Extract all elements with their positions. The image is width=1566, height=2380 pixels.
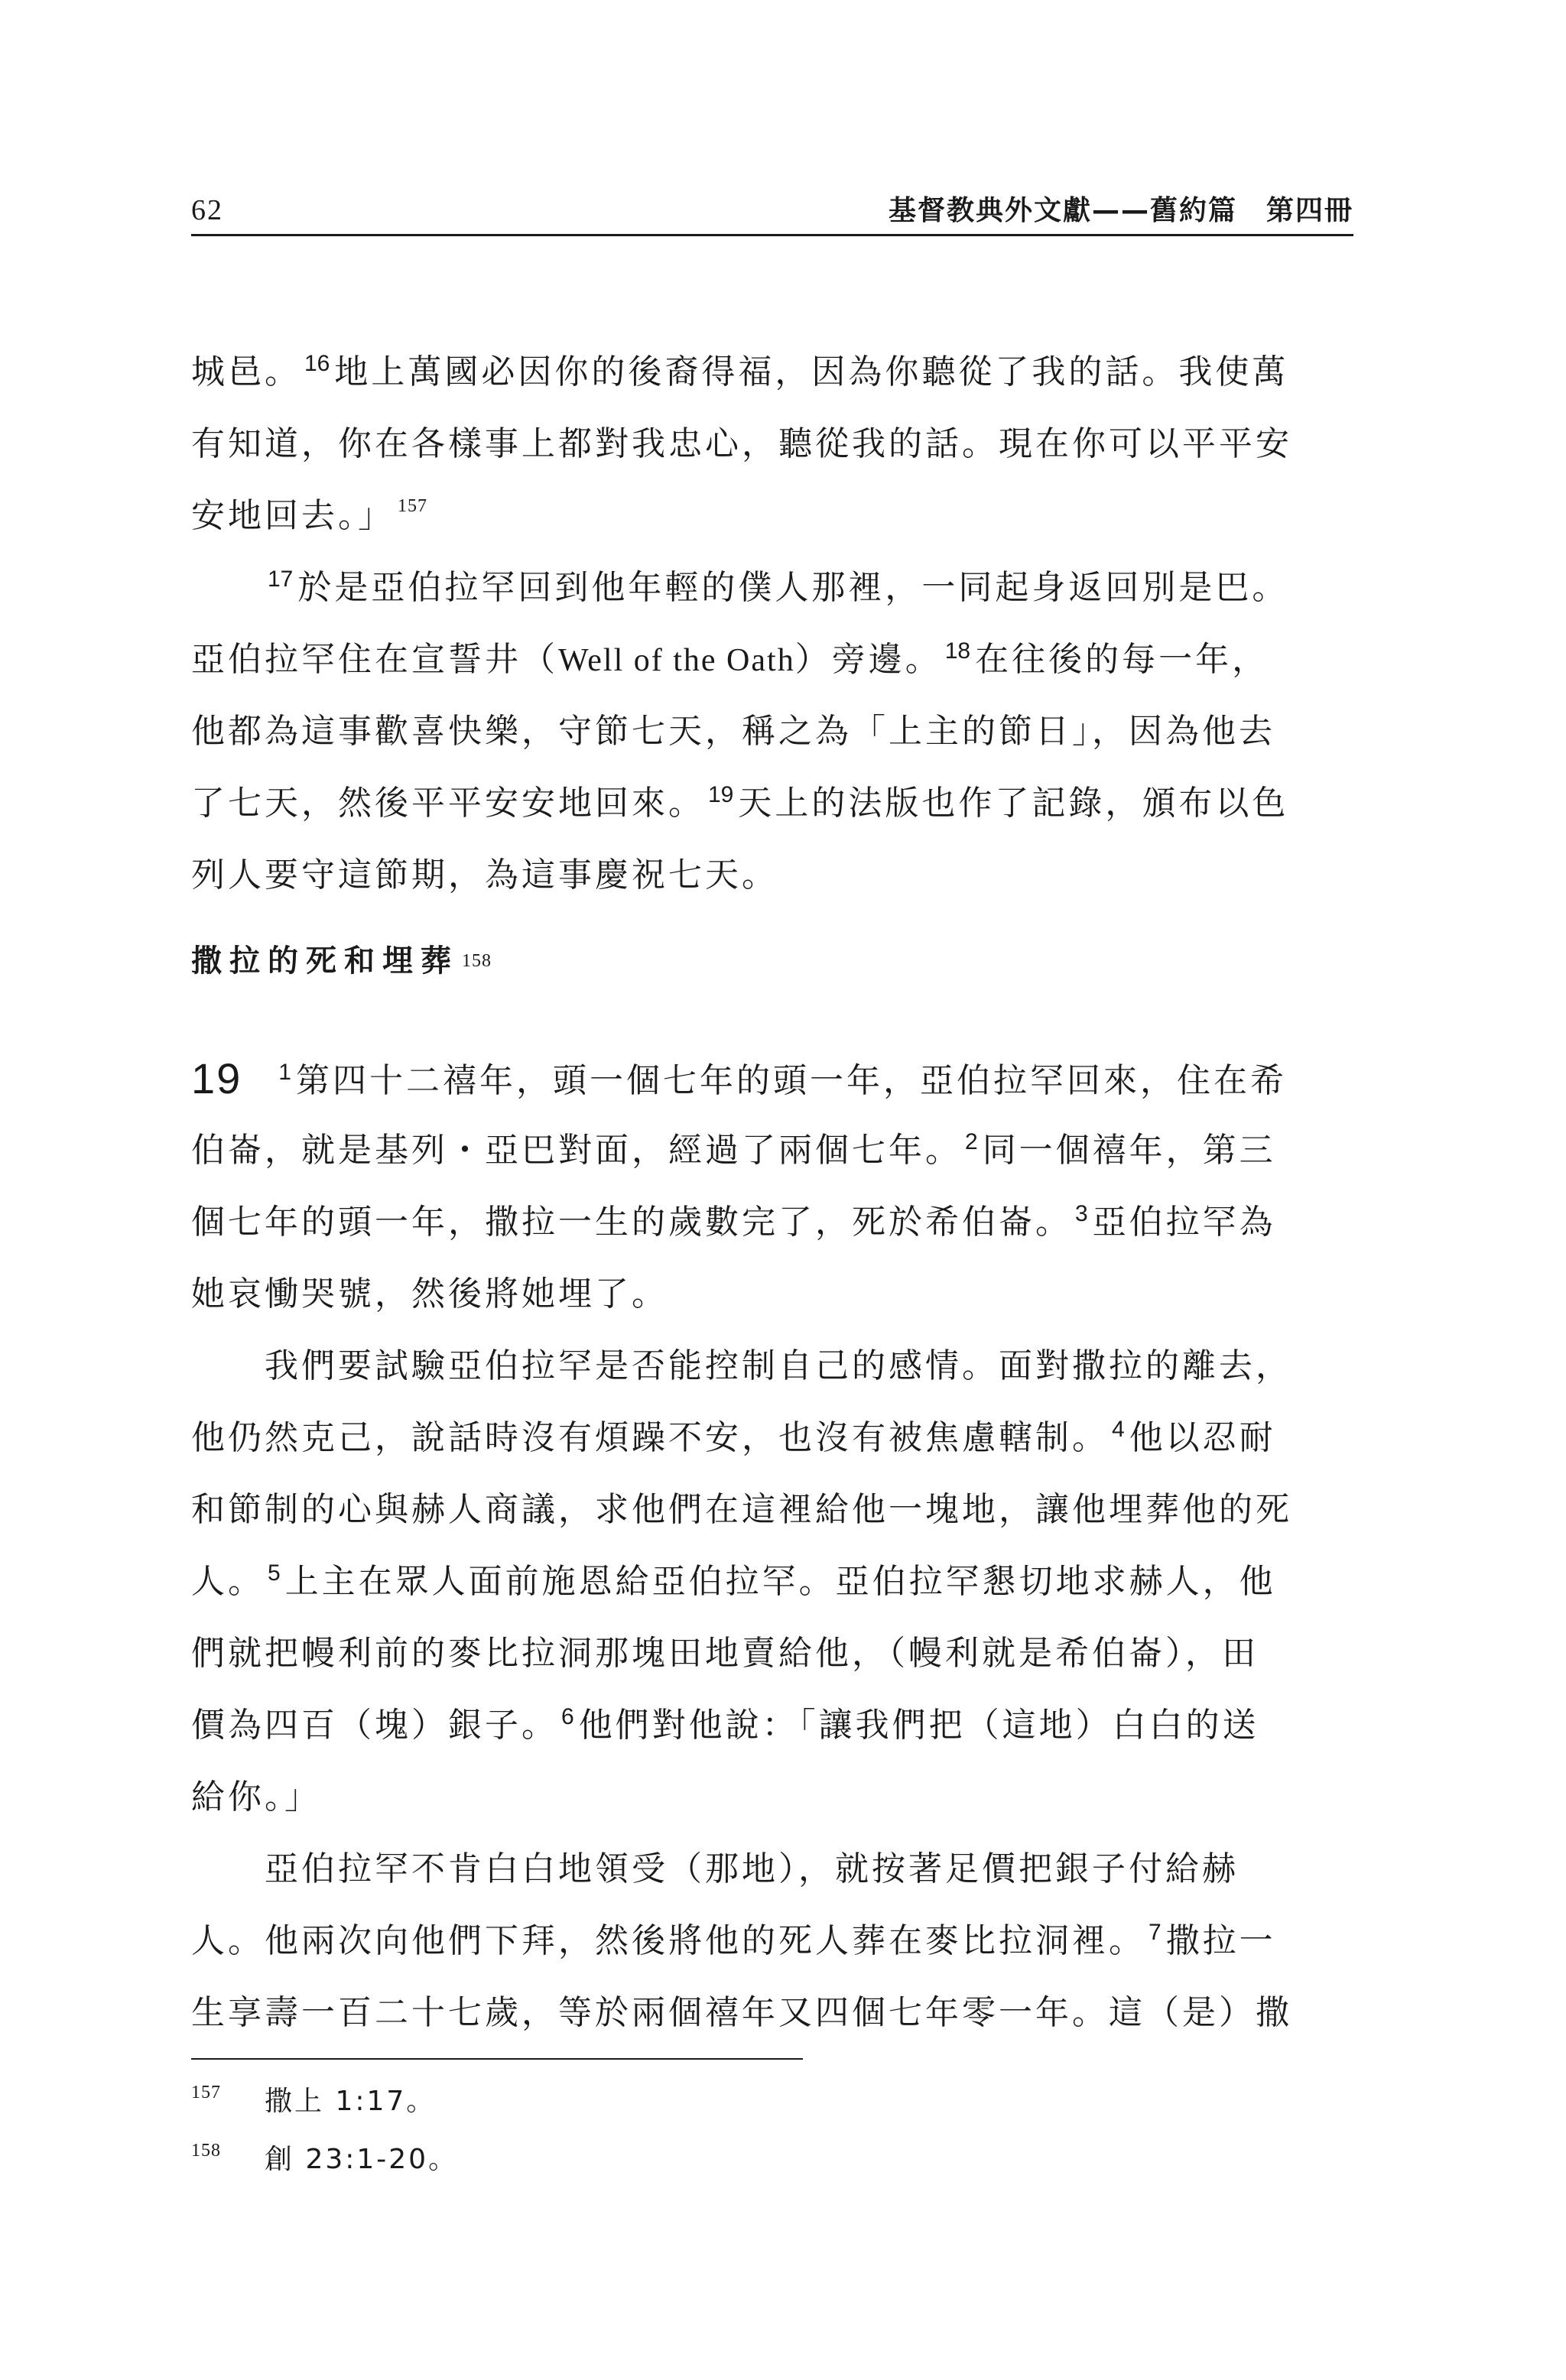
- text-line: 價為四百（塊）銀子。 $^6$ 他們對他說：「讓我們把（這地）白白的送: [191, 1704, 1259, 1745]
- paragraph-verses-17-19: [191, 552, 1353, 911]
- footnote-ref[interactable]: 158: [462, 951, 492, 971]
- page-number: 62: [191, 194, 223, 226]
- header-rule: [191, 234, 1353, 236]
- text-line: 們就把幔利前的麥比拉洞那塊田地賣給他，（幔利就是希伯崙），田: [191, 1634, 1259, 1673]
- paragraph-chapter-19: [191, 1043, 1353, 1330]
- verse-number: 19: [708, 782, 734, 807]
- paragraph-continued: [191, 336, 1353, 552]
- paragraph-commentary: [191, 1330, 1353, 1833]
- footnote-158: [191, 2138, 956, 2196]
- verse-number: 5: [268, 1560, 281, 1586]
- text-line: 亞伯拉罕不肯白白地領受（那地），就按著足價把銀子付給赫: [265, 1849, 1239, 1888]
- text-line: 城邑。 $^{16}$ 地上萬國必因你的後裔得福，因為你聽從了我的話。我使萬: [191, 351, 1289, 391]
- verse-number: 7: [1149, 1920, 1162, 1945]
- footnote-text: 創 23:1-20。: [265, 2144, 459, 2175]
- running-header: [191, 180, 1353, 233]
- text-line: 個七年的頭一年，撒拉一生的歲數完了，死於希伯崙。 $^3$ 亞伯拉罕為: [191, 1201, 1276, 1242]
- text-line: 人。他兩次向他們下拜，然後將他的死人葬在麥比拉洞裡。 $^7$ 撒拉一: [191, 1920, 1276, 1960]
- footnote-number: 158: [191, 2141, 221, 2161]
- text-line: 有知道，你在各樣事上都對我忠心，聽從我的話。現在你可以平平安: [191, 424, 1292, 463]
- text-line: 19 $^1$ 第四十二禧年，頭一個七年的頭一年，亞伯拉罕回來，住在希: [191, 1054, 1287, 1102]
- text-line: 安地回去。」 $^{157}$: [191, 496, 427, 535]
- text-line: 他仍然克己，說話時沒有煩躁不安，也沒有被焦慮轄制。 $^4$ 他以忍耐: [191, 1417, 1276, 1457]
- text-line: 列人要守這節期，為這事慶祝七天。: [191, 856, 778, 895]
- verse-number: 2: [965, 1129, 978, 1154]
- chapter-number: 19: [191, 1054, 242, 1102]
- footnote-text: 撒上 1:17。: [265, 2086, 437, 2117]
- paragraph-verses-7: [191, 1833, 1353, 2049]
- section-heading: 撒拉的死和埋葬 $^{158}$: [191, 943, 492, 979]
- text-line: 伯崙，就是基列・亞巴對面，經過了兩個七年。 $^2$ 同一個禧年，第三: [191, 1129, 1276, 1170]
- verse-number: 16: [304, 351, 330, 376]
- verse-number: 3: [1075, 1201, 1088, 1226]
- footnote-ref[interactable]: 157: [398, 496, 427, 516]
- text-line: 她哀慟哭號，然後將她埋了。: [191, 1274, 668, 1313]
- footnote-number: 157: [191, 2083, 221, 2102]
- verse-number: 1: [278, 1060, 291, 1085]
- text-line: 他都為這事歡喜快樂，守節七天，稱之為「上主的節日」，因為他去: [191, 712, 1275, 751]
- verse-number: 4: [1112, 1417, 1125, 1442]
- verse-number: 6: [561, 1704, 574, 1729]
- text-line: 亞伯拉罕住在宣誓井（Well of the Oath）旁邊。 $^{18}$ 在往後的每一年，: [191, 638, 1269, 679]
- text-line: 了七天，然後平平安安地回來。 $^{19}$ 天上的法版也作了記錄，頒布以色: [191, 782, 1289, 823]
- latin-term: Well of the Oath: [558, 643, 795, 678]
- text-line: 人。 $^5$ 上主在眾人面前施恩給亞伯拉罕。亞伯拉罕懇切地求赫人，他: [191, 1560, 1276, 1601]
- text-line: 給你。」: [191, 1778, 321, 1817]
- text-line: 生享壽一百二十七歲，等於兩個禧年又四個七年零一年。這（是）撒: [191, 1993, 1292, 2032]
- text-line: 和節制的心與赫人商議，求他們在這裡給他一塊地，讓他埋葬他的死: [191, 1490, 1292, 1529]
- running-title: 基督教典外文獻——舊約篇 第四冊: [888, 195, 1353, 226]
- footnotes: [191, 2080, 956, 2196]
- verse-number: 18: [944, 638, 971, 664]
- text-line: $^{17}$ 於是亞伯拉罕回到他年輕的僕人那裡，一同起身返回別是巴。: [268, 567, 1289, 607]
- footnote-rule: [191, 2058, 803, 2060]
- verse-number: 17: [268, 567, 294, 592]
- text-line: 我們要試驗亞伯拉罕是否能控制自己的感情。面對撒拉的離去，: [265, 1346, 1292, 1385]
- footnote-157: [191, 2080, 956, 2138]
